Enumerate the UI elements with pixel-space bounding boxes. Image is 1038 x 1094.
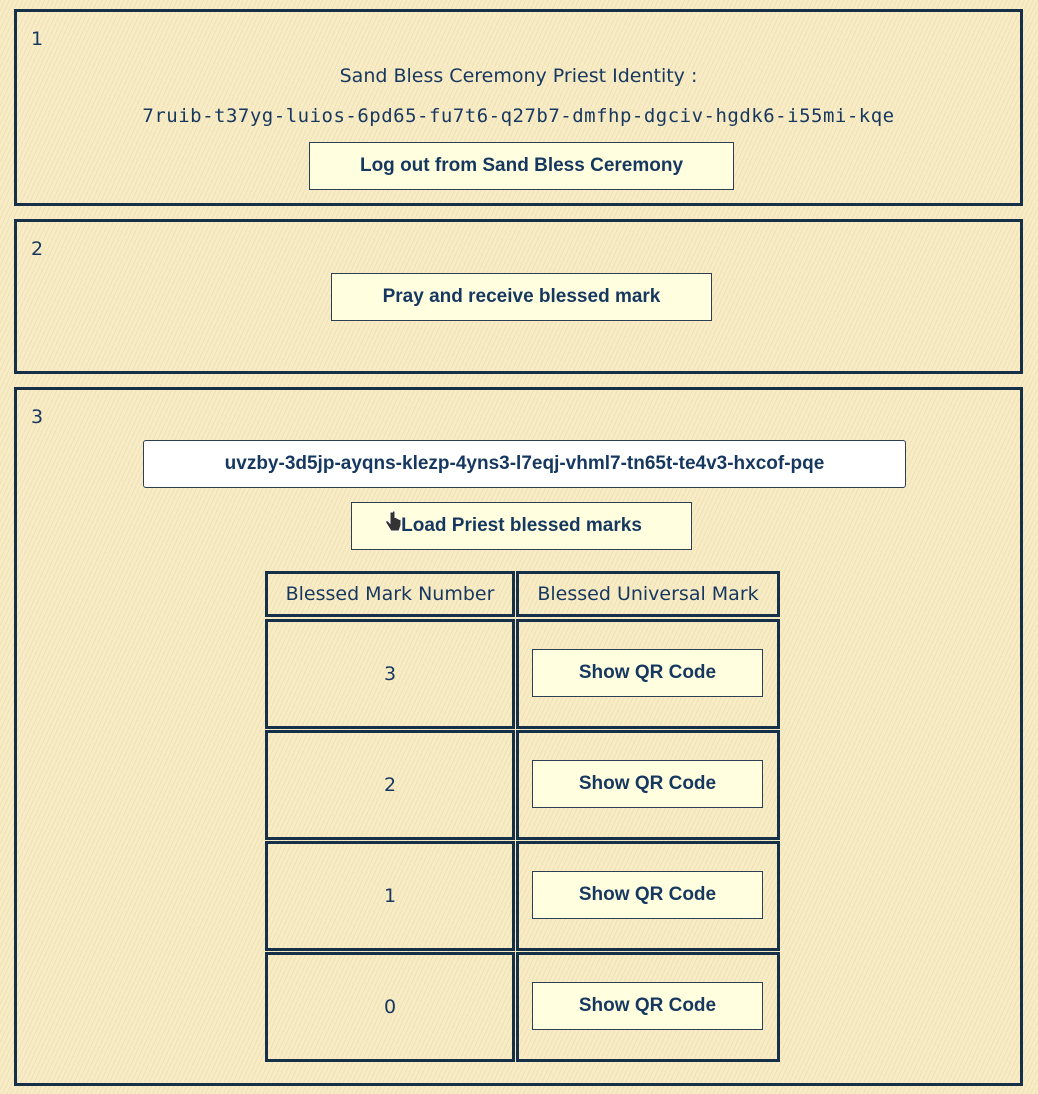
show-qr-code-button[interactable]: Show QR Code bbox=[532, 760, 763, 808]
logout-button[interactable]: Log out from Sand Bless Ceremony bbox=[309, 142, 734, 190]
show-qr-code-button[interactable]: Show QR Code bbox=[532, 649, 763, 697]
identity-panel bbox=[14, 9, 1023, 206]
load-marks-button[interactable]: Load Priest blessed marks bbox=[351, 502, 692, 550]
mark-number-cell: 0 bbox=[265, 952, 515, 1062]
identity-value: 7ruib-t37yg-luios-6pd65-fu7t6-q27b7-dmfhp-dgciv-hgdk6-i55mi-kqe bbox=[142, 105, 895, 127]
pray-button[interactable]: Pray and receive blessed mark bbox=[331, 273, 712, 321]
pray-panel bbox=[14, 219, 1023, 374]
show-qr-code-button[interactable]: Show QR Code bbox=[532, 982, 763, 1030]
mark-number-cell: 2 bbox=[265, 730, 515, 840]
column-header-mark: Blessed Universal Mark bbox=[516, 571, 780, 617]
column-header-number: Blessed Mark Number bbox=[265, 571, 515, 617]
panel-number: 1 bbox=[31, 28, 44, 50]
identity-label: Sand Bless Ceremony Priest Identity : bbox=[339, 65, 698, 87]
show-qr-code-button[interactable]: Show QR Code bbox=[532, 871, 763, 919]
mark-number-cell: 1 bbox=[265, 841, 515, 951]
marks-panel bbox=[14, 387, 1023, 1086]
principal-input[interactable]: uvzby-3d5jp-ayqns-klezp-4yns3-l7eqj-vhml7-tn65t-te4v3-hxcof-pqe bbox=[143, 440, 906, 488]
mark-number-cell: 3 bbox=[265, 619, 515, 729]
panel-number: 3 bbox=[31, 406, 44, 428]
panel-number: 2 bbox=[31, 238, 44, 260]
hand-cursor-icon bbox=[383, 510, 405, 534]
